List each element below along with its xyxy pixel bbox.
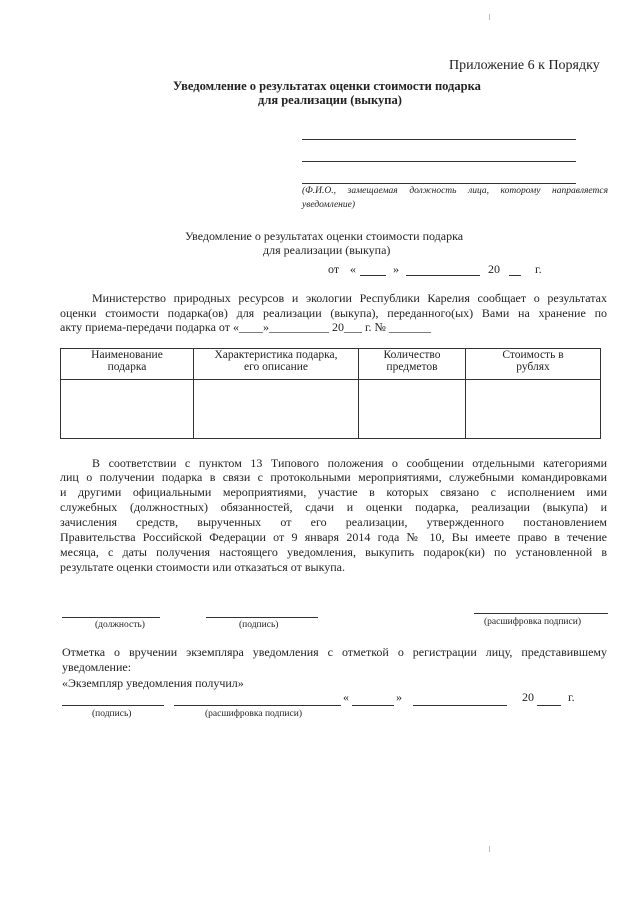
notice-date-quote-open: « bbox=[350, 262, 356, 276]
receipt-year-prefix: 20 bbox=[522, 690, 534, 704]
table-cell-name bbox=[61, 380, 194, 439]
receipt-decoding-caption: (расшифровка подписи) bbox=[205, 709, 302, 719]
appendix-label: Приложение 6 к Порядку bbox=[449, 58, 600, 73]
scan-mark-bottom bbox=[489, 846, 490, 852]
receipt-quote-open: « bbox=[343, 690, 349, 704]
receipt-line-1: Отметка о вручении экземпляра уведомления с отметкой о регистрации лицу, представившему bbox=[62, 645, 607, 659]
addressee-line-2 bbox=[302, 161, 576, 162]
body-line-1: В соответствии с пунктом 13 Типового положения о сообщении отдельными категориями bbox=[92, 456, 607, 470]
form-title-line1: Уведомление о результатах оценки стоимости подарка bbox=[173, 79, 481, 93]
notice-date-from: от bbox=[328, 262, 340, 276]
decoding-line bbox=[474, 613, 608, 614]
receipt-date-year bbox=[537, 705, 561, 706]
body-line-5: зачисления средств, вырученных от его реализации, утвержденного постановлением bbox=[60, 515, 607, 529]
receipt-date-month bbox=[413, 705, 507, 706]
body-line-4: служебных (должностных) обязанностей, сдачи и оценки подарка, реализации (выкупа) и bbox=[60, 500, 607, 514]
notice-date-month bbox=[406, 275, 480, 276]
intro-line-1: Министерство природных ресурсов и экологии Республики Карелия сообщает о результатах bbox=[92, 291, 607, 305]
body-line-6: Правительства Российской Федерации от 9 января 2014 года № 10, Вы имеете право в течение bbox=[60, 530, 607, 544]
notice-date-day bbox=[360, 275, 386, 276]
intro-line-2: оценки стоимости подарка(ов) для реализации (выкупа), переданного(ых) Вами на хранение по bbox=[60, 306, 607, 320]
receipt-quote-close: » bbox=[396, 690, 402, 704]
addressee-caption-line1: (Ф.И.О., замещаемая должность лица, которому направляется bbox=[302, 186, 608, 196]
addressee-line-3 bbox=[302, 183, 576, 184]
table-cell-quantity bbox=[359, 380, 466, 439]
table-header-name: Наименование подарка bbox=[61, 349, 194, 380]
table-header-row bbox=[61, 349, 601, 380]
notice-date-year bbox=[509, 275, 521, 276]
table-cell-description bbox=[194, 380, 359, 439]
receipt-year-suffix: г. bbox=[568, 690, 575, 704]
position-caption: (должность) bbox=[95, 620, 145, 630]
form-title-line2: для реализации (выкупа) bbox=[258, 93, 402, 107]
notice-date-year-suffix: г. bbox=[535, 262, 542, 276]
receipt-date-day bbox=[352, 705, 394, 706]
table-header-value: Стоимость в рублях bbox=[466, 349, 601, 380]
decoding-caption: (расшифровка подписи) bbox=[484, 617, 581, 627]
table-cell-value bbox=[466, 380, 601, 439]
receipt-signature-caption: (подпись) bbox=[92, 709, 132, 719]
body-line-8: результате оценки стоимости или отказаться от выкупа. bbox=[60, 560, 345, 574]
notice-date-quote-close: » bbox=[393, 262, 399, 276]
notice-title-line2: для реализации (выкупа) bbox=[263, 243, 391, 257]
table-header-quantity: Количество предметов bbox=[359, 349, 466, 380]
notice-title-line1: Уведомление о результатах оценки стоимости подарка bbox=[185, 229, 464, 243]
addressee-caption-line2: уведомление) bbox=[302, 200, 356, 210]
position-line bbox=[62, 617, 160, 618]
addressee-line-1 bbox=[302, 139, 576, 140]
body-line-7: месяца, с даты получения настоящего уведомления, выкупить подарок(ки) по установленной в bbox=[60, 545, 607, 559]
table-header-description: Характеристика подарка, его описание bbox=[194, 349, 359, 380]
signature-caption: (подпись) bbox=[239, 620, 279, 630]
receipt-copy-received: «Экземпляр уведомления получил» bbox=[62, 676, 244, 690]
scan-mark-top bbox=[489, 14, 490, 20]
gift-table bbox=[60, 348, 601, 439]
body-line-2: лиц о получении подарка в связи с протокольными мероприятиями, служебными командировками bbox=[60, 470, 607, 484]
receipt-decoding-line bbox=[174, 705, 341, 706]
intro-line-3: акту приема-передачи подарка от «____»__________ 20___ г. № _______ bbox=[60, 320, 431, 334]
receipt-line-2: уведомление: bbox=[62, 660, 132, 674]
notice-date-year-prefix: 20 bbox=[488, 262, 500, 276]
body-line-3: и другими официальными мероприятиями, участие в которых связано с исполнением ими bbox=[60, 485, 607, 499]
table-row bbox=[61, 380, 601, 439]
receipt-signature-line bbox=[62, 705, 164, 706]
signature-line bbox=[206, 617, 318, 618]
